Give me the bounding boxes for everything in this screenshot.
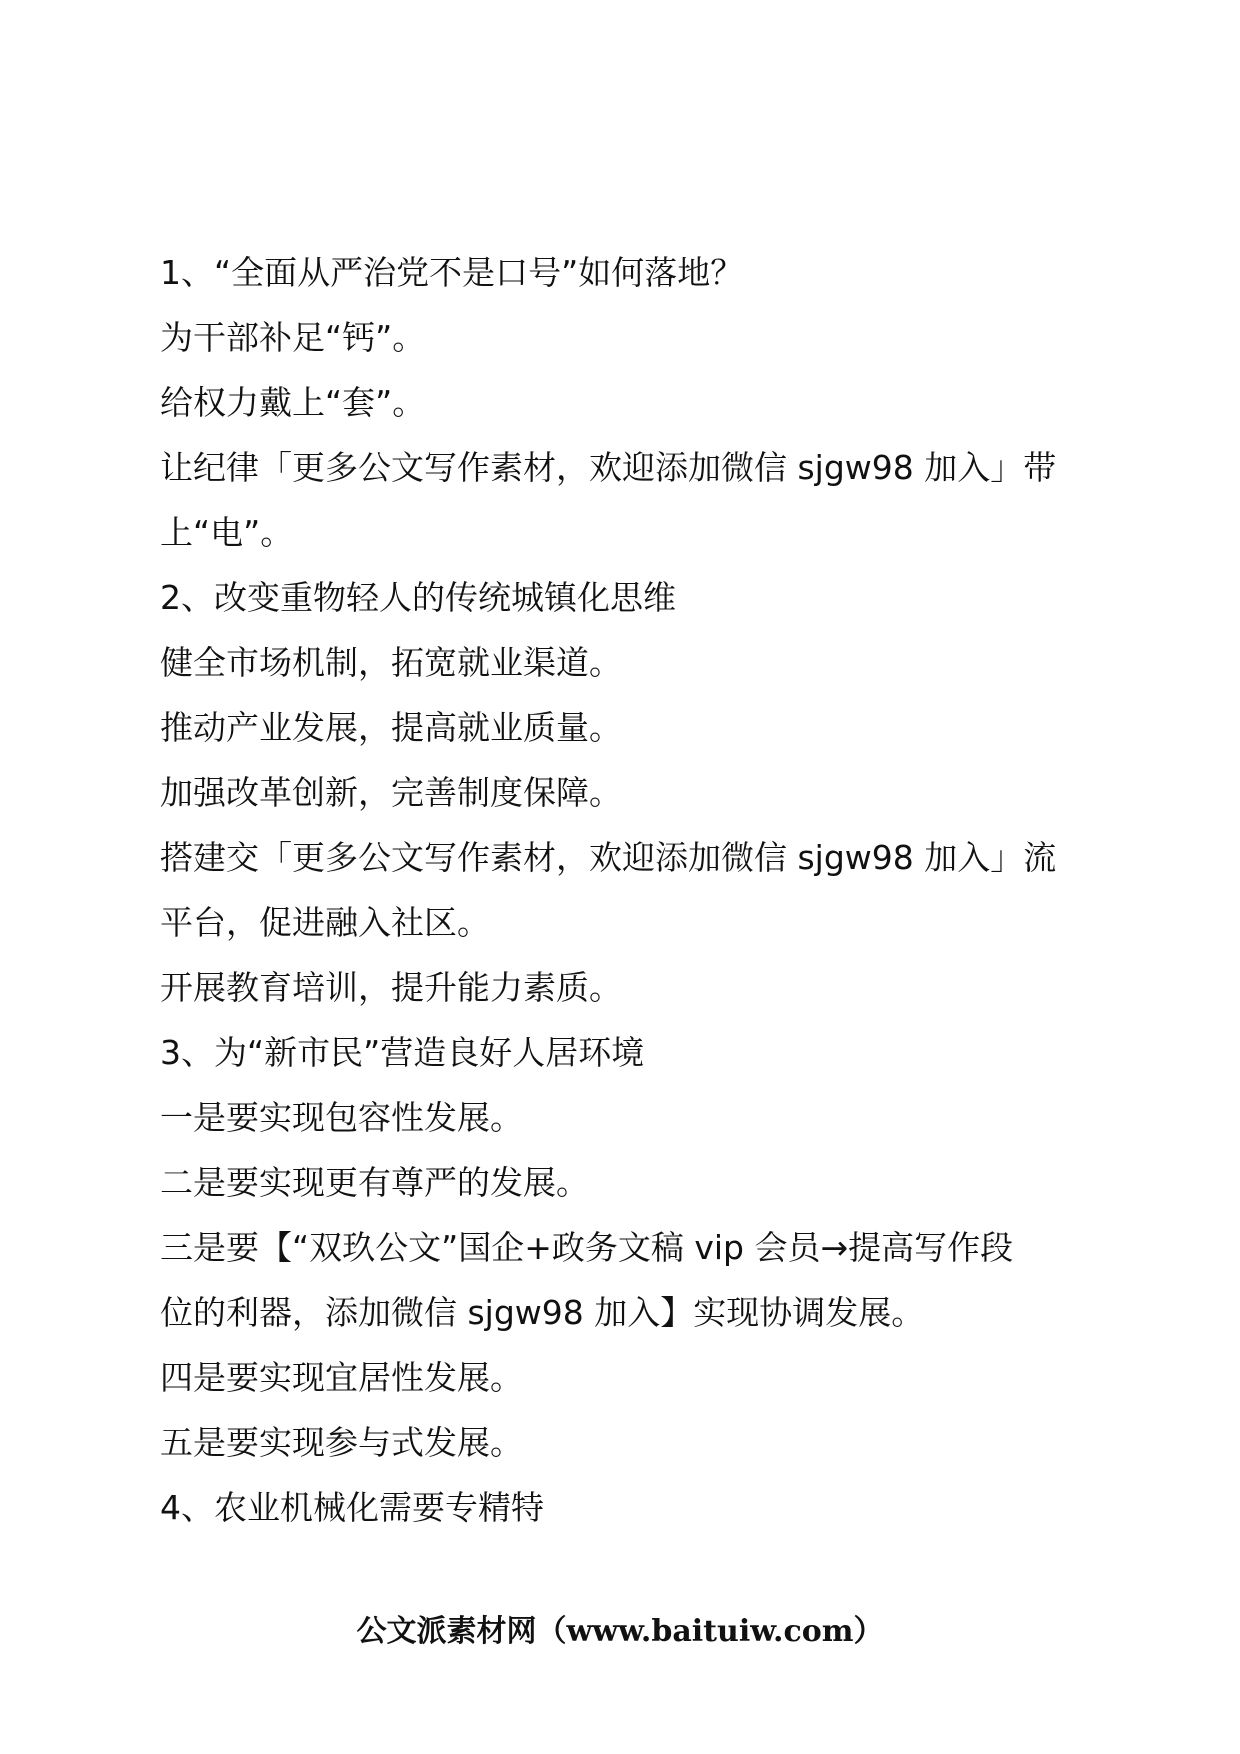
paragraph-line: 让纪律「更多公文写作素材，欢迎添加微信 sjgw98 加入」带 bbox=[160, 448, 1057, 487]
paragraph-line: 位的利器，添加微信 sjgw98 加入】实现协调发展。 bbox=[160, 1293, 925, 1332]
paragraph-line: 推动产业发展，提高就业质量。 bbox=[160, 708, 622, 747]
paragraph-line: 开展教育培训，提升能力素质。 bbox=[160, 968, 622, 1007]
paragraph-line: 三是要【“双玖公文”国企+政务文稿 vip 会员→提高写作段 bbox=[160, 1228, 1014, 1267]
paragraph-line: 五是要实现参与式发展。 bbox=[160, 1423, 523, 1462]
paragraph-line: 上“电”。 bbox=[160, 513, 294, 552]
document-body bbox=[160, 240, 1090, 1540]
paragraph-line: 给权力戴上“套”。 bbox=[160, 383, 426, 422]
heading-4: 4、农业机械化需要专精特 bbox=[160, 1488, 544, 1527]
paragraph-line: 一是要实现包容性发展。 bbox=[160, 1098, 523, 1137]
heading-2: 2、改变重物轻人的传统城镇化思维 bbox=[160, 578, 676, 617]
heading-1: 1、“全面从严治党不是口号”如何落地？ bbox=[160, 253, 744, 292]
heading-3: 3、为“新市民”营造良好人居环境 bbox=[160, 1033, 645, 1072]
paragraph-line: 二是要实现更有尊严的发展。 bbox=[160, 1163, 589, 1202]
paragraph-line: 健全市场机制，拓宽就业渠道。 bbox=[160, 643, 622, 682]
paragraph-line: 四是要实现宜居性发展。 bbox=[160, 1358, 523, 1397]
paragraph-line: 搭建交「更多公文写作素材，欢迎添加微信 sjgw98 加入」流 bbox=[160, 838, 1057, 877]
paragraph-line: 平台，促进融入社区。 bbox=[160, 903, 490, 942]
paragraph-line: 为干部补足“钙”。 bbox=[160, 318, 426, 357]
paragraph-line: 加强改革创新，完善制度保障。 bbox=[160, 773, 622, 812]
page-footer: 公文派素材网（www.baituiw.com） bbox=[356, 1614, 884, 1649]
